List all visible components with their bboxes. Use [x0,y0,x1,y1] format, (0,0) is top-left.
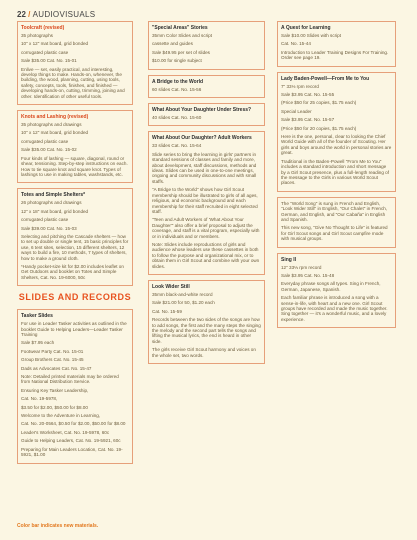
column-right [277,21,396,333]
tasker-line: Dads as Advocates Cat. No. 15-47 [21,365,92,371]
quest-learning-line: Introduction to Leader Training Designs For Training. Order see page 19. [281,49,389,61]
sing-ii-line: 12" 33⅓ rpm record [281,264,322,270]
lady-bp-line: Sale $3.95 Cat. No. 15-57 [281,117,335,123]
special-areas-box [148,21,265,70]
lady-bp-line: Here is the one, personal, clear to looking the Chief World Guide with all of the founder of Scouting. Her girls and boys around the world in personal stories are great. [281,134,392,156]
adult-workers-line: Note: Slides include reproductions of girls and audience whose leaders use these cassettes in both to follow the purpose and organizational mix, or to obtain them in Girl Scout and combine with your own slides. [152,241,260,269]
sing-ii-box [277,253,396,329]
column-left [17,21,133,469]
toolcraft-line: 35 photographs [21,33,53,38]
knots-line: 35 photographs and drawings [21,122,82,128]
lady-bp-line: (Price $50 for 25 copies, $1.75 each) [281,100,357,106]
adult-workers-line: Slide series to bring the learning in girls' partners in standard sessions of classes and family and more, about development, staff discussions, methods and ideas. Slides can be used in one-to-one meetings, ongoing and community discussions and with small staffs. [152,151,257,184]
adult-workers-box [148,131,265,275]
lady-bp-line: Traditional in the Baden-Powell "From Me to You" includes a standard introduction and short message by a Girl Scout presence, plus a full-length reading of the message to the Girls in various World Scout places. [281,158,390,186]
totes-line: Selecting and pitching the Cascade shelters — how to set up double or single tent, 15 basic principles for use, 6 tent sites, selection, 15 different shelters, 12 ways to build a fire, 10 methods, 7 types of shelters, how to make a ground cloth. [21,233,129,261]
look-wider-line: Cat. No. 15-59 [152,308,182,314]
lady-bp-line: 7" 33⅓ rpm record [281,83,319,89]
toolcraft-title: Toolcraft (revised) [21,25,65,31]
bridge-world-box [148,75,265,98]
special-areas-title: "Special Areas" Stories [152,25,208,31]
lady-bp-line: (Price $50 for 20 copies, $1.75 each) [281,125,357,131]
slides-records-heading: SLIDES AND RECORDS [18,292,132,303]
tasker-line: Sale $7.95 each [21,340,55,346]
tasker-line: Footwear Party Cat. No. 15-01 [21,348,84,354]
adult-workers-line: 33 slides Cat. No. 15-64 [152,143,202,149]
tasker-line: For use in Leader Tasker activities as outlined in the booklet Guide to Helping Leaders—Leader Tasker Training [21,321,127,337]
knots-line: corrugated plastic case [21,138,69,144]
totes-title: Totes and Simple Shelters* [21,192,86,199]
footer-note: Color bar indicates new materials. [17,523,99,529]
special-areas-line: $10.00 for single subject [152,58,202,64]
sing-ii-line: Everyday phrase songs all types. Sing in French, German, Japanese, Spanish. [281,281,381,292]
look-wider-box [148,280,265,364]
tasker-line: Cat. No. 20-0564, $0.50 for $2.00, $50.00 for $8.00 [21,421,126,427]
quest-learning-box [277,21,396,67]
tasker-title: Tasker Slides [21,313,53,320]
quest-learning-line: Cat. No. 15-44 [281,41,311,47]
lady-bp-title: Lady Baden-Powell—From Me to You [281,75,370,82]
section-name: AUDIOVISUALS [32,10,96,19]
tasker-line: $3.50 for $2.00, $50.00 for $8.00 [21,404,88,410]
look-wider-line: Sale $21.00 for 50, $1.20 each [152,300,215,306]
knots-box [17,110,133,183]
adult-workers-title: What About Our Daughter? Adult Workers [152,135,252,142]
sing-ii-line: Sale $3.95 Cat. No. 15-48 [281,272,335,278]
totes-line: corrugated plastic case [21,217,69,223]
sing-ii-title: Sing II [281,256,296,263]
daughter-stress-box [148,103,265,126]
tasker-line: Leader's Worksheet, Cat. No. 19-5978, 60c [21,429,110,435]
daughter-stress-title: What About Your Daughter Under Stress? [152,107,252,114]
world-song-box [277,197,396,248]
special-areas-line: 35mm Color Slides and script [152,33,212,38]
tasker-line: Welcome to the Adventure in Learning, [21,413,101,419]
adult-workers-line: "A Bridge to the World" shows how Girl Scout membership should be illustrated to girls of all ages, religious, and economic background and each membership for their staff recruited in eight selected staff. [152,187,258,214]
toolcraft-line: corrugated plastic case [21,49,69,55]
look-wider-line: The girls receive Girl Scout harmony and voices on the whole set, two words. [152,347,256,358]
world-song-line: The "World Song" is sung in French and English, "Look Wider Still" in English, "Our Chalet" in French, German, and English, and "Our Cabaña" in English and Spanish. [281,200,388,222]
column-middle [148,21,265,369]
page-number: 22 [17,10,26,19]
bridge-world-line: 60 slides Cat. No. 15-56 [152,86,202,92]
lady-bp-line: Sale $3.95 Cat. No. 15-55 [281,92,335,98]
world-song-line: This new song, "Give No Thought to Life" is featured for Girl Scout songs and Girl Scout campfire mode with musical groups. [281,225,388,242]
tasker-line: Note: Detailed printed materials may be ordered from National Distribution Service. [21,374,119,385]
look-wider-title: Look Wider Still [152,283,190,290]
totes-box [17,188,133,286]
quest-learning-title: A Quest for Learning [281,25,331,31]
special-areas-line: cassette and guides [152,41,193,47]
toolcraft-line: 10" x 12" mat board, grid bonded [21,41,89,47]
tasker-line: Guide to Helping Leaders, Cat. No. 19-5921, 60c [21,438,121,444]
lady-bp-line: Special Leader [281,108,312,114]
tasker-line: Ensuring Key Tasker Leadership, [21,387,89,393]
daughter-stress-line: 40 slides Cat. No. 15-60 [152,115,202,121]
totes-line: 26 photographs and drawings [21,200,82,206]
look-wider-line: 35mm black-and-white record [152,291,213,297]
knots-line: Sale $35.00 Cat. No. 15-02 [21,147,77,153]
knots-title: Knots and Lashing (revised) [21,114,89,121]
quest-learning-line: Sale $10.00 Slides with script [281,33,342,38]
page-header [17,10,95,19]
adult-workers-line: "Teen and Adult Workers of 'What About Your Daughter'" also offer a brief proposal to adjust the coverage, and staff is a vital program, especially with or in individuals and or members. [152,217,260,239]
knots-line: 10" x 12" mat board, grid bonded [21,130,89,136]
lady-bp-box [277,72,396,192]
toolcraft-line: Enlive — set, easily practical, and interesting, develop things to make. Hands-on, whenever, the building, the wood, planning, cutting, using tools, safety, concepts, tools, finishes, and finished — developing hands-on, cutting, trimming, joining and other. Identification of other useful tools. [21,66,125,99]
totes-line: 12" x 18" mat board, grid bonded [21,208,89,214]
header-separator: / [28,10,31,19]
totes-line: *Handy pocket-size kit for $2.00 includes leaflet on Get Outdoors and booklet on Totes and Simple Shelters, Cat. No. 19-6000, 50c [21,263,124,280]
toolcraft-box [17,21,133,105]
knots-line: Four kinds of lashing — square, diagonal, round or shear, tensioning. Step-by-step instructions on each. How to tie square knot and square knot. Types of lashings to use in making tables, washstands, etc. [21,155,128,177]
tasker-line: Preparing for Main Leaders Location, Cat. No. 19-5921, $1.00 [21,446,123,458]
look-wider-line: Records between the two sides of the songs are how to add songs, the first and the many steps the singing the melody and the second part tells the songs and lifting the musical lyrics, the end is heard in other side. [152,317,261,344]
tasker-line: Group Brothers Cat. No. 15-45 [21,357,84,363]
totes-line: Sale $39.00 Cat. No. 15-03 [21,225,77,231]
tasker-slides-box [17,309,133,463]
tasker-line: Cat. No. 19-5978, [21,396,58,402]
bridge-world-title: A Bridge to the World [152,78,204,85]
sing-ii-line: Each familiar phrase is introduced a song with a sense-in-life, with heart and a new one. Girl Scout groups have recorded and made the music together. Sing together — it's a wonderful music, and a lovely experience. [281,295,388,322]
toolcraft-line: Sale $35.00 Cat. No. 15-01 [21,58,77,64]
special-areas-line: Sale $49.95 per set of slides [152,49,210,55]
